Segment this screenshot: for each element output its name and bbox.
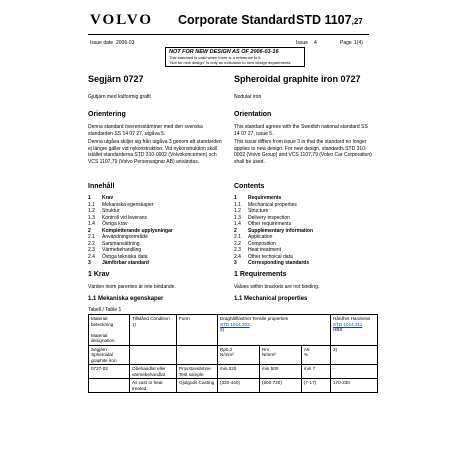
th-hardness-text: Hårdhet Hardness <box>333 316 371 321</box>
notice-title: NOT FOR NEW DESIGN AS OF 2006-03-16 <box>169 49 279 55</box>
th-form: Form <box>177 315 218 346</box>
mechanical-properties-table <box>88 314 378 393</box>
rp-label: Rp0,2 <box>220 346 233 352</box>
issue-label: Issue <box>296 40 308 46</box>
std-number-main: STD 1107 <box>296 13 352 27</box>
sv-orientation-heading: Orientering <box>88 111 126 118</box>
toc-text: Kompletterande upplysningar <box>102 227 173 234</box>
toc-text: Supplementary information <box>248 227 314 234</box>
cell-condition: Obehandlat eller värmebehandlat <box>130 365 177 379</box>
sv-subtitle: Gjutjärn med kulformig grafit <box>88 94 151 100</box>
toc-text: Kontroll vid leverans <box>102 214 148 221</box>
th-condition-text: Tillstånd Condition <box>132 316 170 321</box>
not-for-new-design-notice <box>165 47 305 67</box>
toc-number: 1 <box>234 195 237 201</box>
toc-text: Mechanical properties <box>248 201 297 208</box>
toc-item <box>234 260 374 267</box>
th-tensile-text: Draghållfasthet Tensile properties <box>220 316 289 321</box>
cell-a5: (7-17) <box>301 379 330 393</box>
cell-rm: (500-720) <box>259 379 301 393</box>
toc-text: Användningsområde <box>102 234 148 240</box>
table-row <box>89 365 378 379</box>
cell-hb: 170-230 <box>331 379 378 393</box>
th-hardness-unit: HBS <box>333 327 343 332</box>
header-rule <box>88 34 369 35</box>
toc-text: Övriga krav <box>102 221 128 227</box>
toc-number: 2.1 <box>234 234 241 240</box>
en-requirements-text: Values within brackets are not binding. <box>234 284 320 290</box>
toc-number: 2.1 <box>88 234 95 240</box>
issue-value: 4 <box>314 40 317 46</box>
th-tensile-note: 2) <box>220 327 225 332</box>
notice-line-1: This standard is valid when there is a reference to it. <box>169 55 262 60</box>
en-title: Spheroidal graphite iron 0727 <box>234 74 361 84</box>
std-number-suffix: ,27 <box>351 17 363 26</box>
toc-number: 1.4 <box>234 221 241 227</box>
sv-title: Segjärn 0727 <box>88 74 144 84</box>
volvo-logo: VOLVO <box>90 12 154 28</box>
toc-number: 1.3 <box>88 214 95 221</box>
toc-number: 2.4 <box>88 253 95 260</box>
sv-mech-heading: 1.1 Mekaniska egenskaper <box>88 296 164 302</box>
th-a5 <box>301 345 330 365</box>
en-mech-heading: 1.1 Mechanical properties <box>234 296 308 302</box>
std-1014-311-link[interactable]: STD 1014,311 <box>333 321 363 327</box>
th-condition <box>130 315 177 346</box>
a5-label: A5 <box>303 346 310 352</box>
issue-date-value: 2006-03 <box>116 40 135 46</box>
cell-form: Provstavsämne Test sample <box>177 365 218 379</box>
cell-rm: min 500 <box>259 365 301 379</box>
toc-text: Other technical data <box>248 253 293 260</box>
toc-number: 3 <box>234 260 237 266</box>
toc-number: 2 <box>234 227 237 234</box>
toc-text: Application <box>248 234 273 240</box>
row-material-name: Segjärn Spheroidal graphite iron <box>89 345 130 365</box>
cell-code: 0727-02 <box>89 365 130 379</box>
toc-text: Heat treatment <box>248 247 282 253</box>
sv-orientation-p1: Denna standard överensstämmer med den svenska standarden SS 14 07 27, utgåva 5. <box>88 124 203 137</box>
en-toc <box>234 195 374 267</box>
toc-text: Structure <box>248 208 269 214</box>
toc-number: 2.3 <box>88 247 95 253</box>
sv-contents-heading: Innehåll <box>88 183 115 190</box>
toc-text: Other requirements <box>248 221 292 227</box>
cell-form: Gjutgods Casting <box>177 379 218 393</box>
units-empty-1 <box>130 345 177 365</box>
table-caption: Tabell / Table 1 <box>88 307 122 313</box>
en-subtitle: Nodular iron <box>234 94 262 100</box>
th-rp <box>218 345 260 365</box>
toc-number: 1.4 <box>88 221 95 227</box>
toc-number: 1 <box>88 195 91 201</box>
sv-requirements-heading: 1 Krav <box>88 271 110 278</box>
toc-text: Delivery inspection <box>248 214 290 221</box>
en-orientation-p1: This standard agrees with the Swedish national standard SS 14 07 27, issue 5. <box>234 124 368 137</box>
toc-number: 1.2 <box>88 208 95 214</box>
toc-text: Övriga tekniska data <box>102 253 148 260</box>
toc-number: 1.3 <box>234 214 241 221</box>
toc-number: 2.3 <box>234 247 241 253</box>
rm-label: Rm <box>261 346 270 352</box>
toc-text: Sammansättning <box>102 240 140 247</box>
rm-unit: N/mm² <box>261 352 276 357</box>
page-value: 1(4) <box>354 40 363 46</box>
notice-line-2: "Not for new design" is only an indication to new design departments. <box>169 60 292 65</box>
toc-number: 1.1 <box>88 201 95 208</box>
toc-text: Corresponding standards <box>248 260 310 266</box>
page-label: Page <box>340 40 352 46</box>
th-hardness <box>331 315 378 346</box>
cell-hb: - <box>331 365 378 379</box>
th-material <box>89 315 130 346</box>
cell-rp: min 320 <box>218 365 260 379</box>
std-1014-202-link[interactable]: STD 1014,202 <box>220 321 250 327</box>
en-requirements-heading: 1 Requirements <box>234 271 287 278</box>
toc-text: Composition <box>248 240 276 247</box>
th-condition-note: 1) <box>132 321 137 327</box>
sv-orientation-p2: Denna utgåva skiljer sig från utgåva 3 genom att standarden ej längre gäller vid nykonstruktion. Vid nykonstruktion skall istället standarderna STD 310-0002 (Volvokoncernen) och VCS 1107,79 (Volvo Personvagnar AB) användas. <box>88 139 222 165</box>
toc-number: 2.2 <box>234 240 241 247</box>
en-orientation-heading: Orientation <box>234 111 272 118</box>
th-tensile <box>218 315 331 346</box>
toc-number: 1.1 <box>234 201 241 208</box>
toc-text: Jämförbar standard <box>102 260 149 266</box>
toc-number: 2.2 <box>88 240 95 247</box>
toc-number: 1.2 <box>234 208 241 214</box>
th-material-sv: Material-beteckning <box>91 316 114 327</box>
th-rm <box>259 345 301 365</box>
en-orientation-p2: This issue differs from issue 3 in that the standard no longer applies to new design. For new design, standards STD 310-0002 (Volvo Group) and VCS 1107,79 (Volvo Car Corporation) shall be used. <box>234 139 372 165</box>
toc-number: 3 <box>88 260 91 266</box>
units-empty-2 <box>177 345 218 365</box>
cell-code-empty <box>89 379 130 393</box>
th-material-en: Material designation <box>91 332 115 343</box>
std-number <box>296 13 363 27</box>
cell-rp: (320-440) <box>218 379 260 393</box>
sv-requirements-text: Värden inom parentes är inte bindande. <box>88 284 176 290</box>
toc-number: 2 <box>88 227 91 234</box>
cell-a5: min 7 <box>301 365 330 379</box>
rp-unit: N/mm² <box>220 352 234 357</box>
toc-number: 2.4 <box>234 253 241 260</box>
toc-text: Mekaniska egenskaper <box>102 201 154 208</box>
th-note-3: 3) <box>331 345 378 365</box>
cell-condition: As cast or heat treated <box>130 379 177 393</box>
table-header-row <box>89 315 378 346</box>
sv-toc <box>88 195 223 267</box>
en-contents-heading: Contents <box>234 183 265 190</box>
doc-type: Corporate Standard <box>178 13 296 27</box>
toc-text: Requirements <box>248 195 282 201</box>
toc-text: Struktur <box>102 208 120 214</box>
toc-item <box>88 260 223 267</box>
toc-text: Värmebehandling <box>102 247 142 253</box>
toc-text: Krav <box>102 195 114 201</box>
issue-date-label: Issue date <box>90 40 114 46</box>
a5-unit: % <box>303 352 308 357</box>
table-row <box>89 379 378 393</box>
table-units-row <box>89 345 378 365</box>
